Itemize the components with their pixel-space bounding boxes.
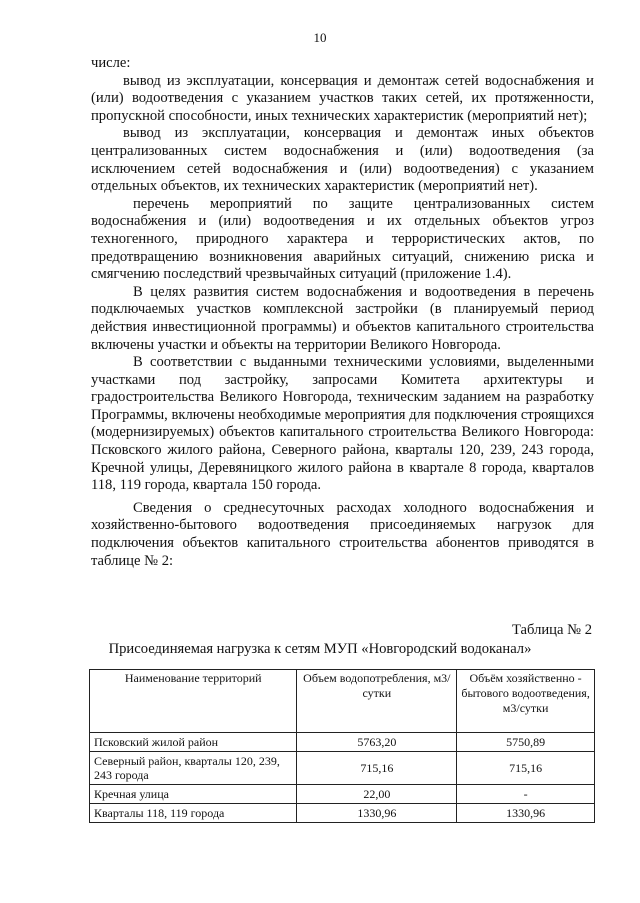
cell-territory: Кречная улица: [90, 785, 297, 804]
table-row: [90, 752, 595, 785]
table-row: [90, 785, 595, 804]
paragraph-decommission-networks: вывод из эксплуатации, консервация и демонтаж сетей водоснабжения и (или) водоотведения с указанием участков таких сетей, их протяженности, пропускной способности, иных технических характеристик (мероприятий нет);: [91, 72, 594, 124]
cell-water: 715,16: [297, 752, 457, 785]
paragraph-development: В целях развития систем водоснабжения и водоотведения в перечень подключаемых участков комплексной застройки (в планируемый период действия инвестиционной программы) и объектов капитального строительства включены участки и объекты на территории Великого Новгорода.: [91, 283, 594, 353]
table-row: [90, 733, 595, 752]
cell-territory: Псковский жилой район: [90, 733, 297, 752]
paragraph-technical-conditions: В соответствии с выданными техническими условиями, выделенными участками под застройку, запросами Комитета архитектуры и градостроительства Великого Новгорода, техническим заданием на разработку Программы, включены необходимые мероприятия для подключения строящихся (модернизируемых) объектов капитального строительства Великого Новгорода: Псковского жилого района, Северного района, кварталы 120, 239, 243 города, Кречной улицы, Деревяницкого жилого района в квартале 8 города, кварталов 118, 119 города, квартала 150 города.: [91, 354, 594, 494]
page-number: 10: [313, 30, 327, 45]
cell-wastewater: -: [457, 785, 595, 804]
cell-wastewater: 5750,89: [457, 733, 595, 752]
header-territory: Наименование территорий: [90, 670, 297, 733]
table-header-row: [90, 670, 595, 733]
table-caption: Таблица № 2: [512, 622, 592, 638]
paragraph-protection-measures: перечень мероприятий по защите централизованных систем водоснабжения и (или) водоотведения и их отдельных объектов угроз техногенного, природного характера и террористических актов, по предотвращению возникновения аварийных ситуаций, снижению риска и смягчению последствий чрезвычайных ситуаций (приложение 1.4).: [91, 195, 594, 283]
cell-water: 1330,96: [297, 804, 457, 823]
document-body: [91, 55, 594, 570]
paragraph-continuation: числе:: [91, 55, 131, 71]
table-title: Присоединяемая нагрузка к сетям МУП «Новгородский водоканал»: [108, 641, 532, 657]
header-water-consumption: Объем водопотребления, м3/сутки: [297, 670, 457, 733]
cell-territory: Кварталы 118, 119 города: [90, 804, 297, 823]
load-table: [89, 669, 595, 823]
header-wastewater: Объём хозяйственно - бытового водоотведения, м3/сутки: [457, 670, 595, 733]
cell-wastewater: 1330,96: [457, 804, 595, 823]
cell-water: 5763,20: [297, 733, 457, 752]
cell-water: 22,00: [297, 785, 457, 804]
paragraph-consumption-info: Сведения о среднесуточных расходах холодного водоснабжения и хозяйственно-бытового водоотведения присоединяемых нагрузок для подключения объектов капитального строительства абонентов приводятся в таблице № 2:: [91, 499, 594, 569]
cell-wastewater: 715,16: [457, 752, 595, 785]
cell-territory: Северный район, кварталы 120, 239, 243 города: [90, 752, 297, 785]
paragraph-decommission-objects: вывод из эксплуатации, консервация и демонтаж иных объектов централизованных систем водоснабжения и (или) водоотведения (за исключением сетей водоснабжения и (или) водоотведения) с указанием отдельных объектов, их технических характеристик (мероприятий нет).: [91, 125, 594, 195]
table-row: [90, 804, 595, 823]
